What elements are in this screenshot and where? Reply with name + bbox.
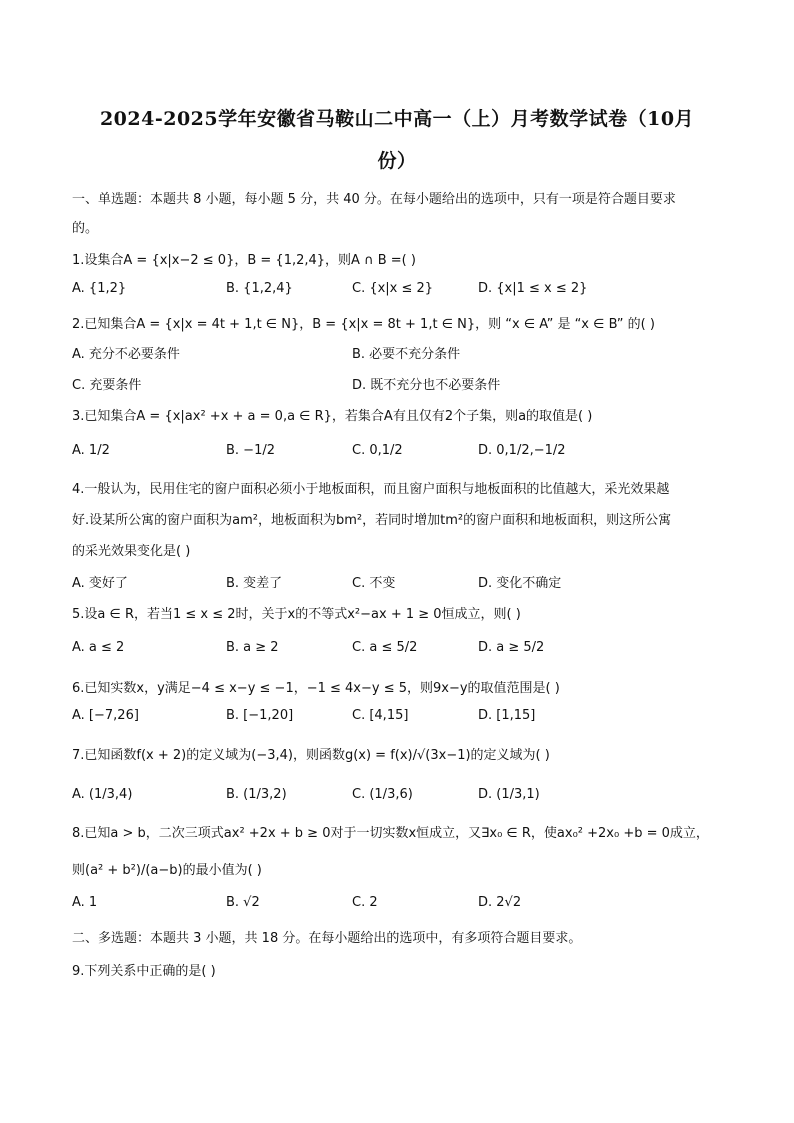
question-4-option-b: B. 变差了 bbox=[226, 576, 283, 591]
question-2-option-b: B. 必要不充分条件 bbox=[352, 347, 461, 362]
question-7-stem: 7.已知函数f(x + 2)的定义域为(−3,4)，则函数g(x) = f(x)/√(3x−1)的定义域为( ) bbox=[72, 748, 550, 763]
question-5-stem: 5.设a ∈ R，若当1 ≤ x ≤ 2时，关于x的不等式x²−ax + 1 ≥ 0恒成立，则( ) bbox=[72, 607, 521, 622]
question-3-option-a: A. 1/2 bbox=[72, 443, 110, 458]
question-6-option-a: A. [−7,26] bbox=[72, 708, 139, 723]
question-5-option-d: D. a ≥ 5/2 bbox=[478, 640, 545, 655]
question-1-option-c: C. {x|x ≤ 2} bbox=[352, 281, 434, 296]
question-3-stem: 3.已知集合A = {x|ax² +x + a = 0,a ∈ R}，若集合A有且仅有2个子集，则a的取值是( ) bbox=[72, 409, 593, 424]
question-4-stem-line1: 4.一般认为，民用住宅的窗户面积必须小于地板面积，而且窗户面积与地板面积的比值越大，采光效果越 bbox=[72, 482, 670, 497]
question-6-option-b: B. [−1,20] bbox=[226, 708, 294, 723]
question-2-stem: 2.已知集合A = {x|x = 4t + 1,t ∈ N}，B = {x|x = 8t + 1,t ∈ N}，则 “x ∈ A” 是 “x ∈ B” 的( ) bbox=[72, 317, 655, 332]
question-9-stem: 9.下列关系中正确的是( ) bbox=[72, 964, 216, 979]
question-2-option-c: C. 充要条件 bbox=[72, 378, 142, 393]
section1-header-line1: 一、单选题：本题共 8 小题，每小题 5 分，共 40 分。在每小题给出的选项中，只有一项是符合题目要求 bbox=[72, 192, 676, 207]
question-6-option-c: C. [4,15] bbox=[352, 708, 409, 723]
question-8-option-d: D. 2√2 bbox=[478, 895, 522, 910]
question-4-option-d: D. 变化不确定 bbox=[478, 576, 562, 591]
question-1-stem: 1.设集合A = {x|x−2 ≤ 0}，B = {1,2,4}，则A ∩ B =( ) bbox=[72, 253, 416, 268]
question-4-stem-line2: 好.设某所公寓的窗户面积为am²，地板面积为bm²，若同时增加tm²的窗户面积和地板面积，则这所公寓 bbox=[72, 513, 672, 528]
question-8-option-a: A. 1 bbox=[72, 895, 98, 910]
question-7-option-d: D. (1/3,1) bbox=[478, 787, 540, 802]
question-8-stem-line2: 则(a² + b²)/(a−b)的最小值为( ) bbox=[72, 863, 262, 878]
question-2-option-d: D. 既不充分也不必要条件 bbox=[352, 378, 501, 393]
question-7-option-a: A. (1/3,4) bbox=[72, 787, 133, 802]
question-2-option-a: A. 充分不必要条件 bbox=[72, 347, 180, 362]
question-5-option-c: C. a ≤ 5/2 bbox=[352, 640, 418, 655]
question-4-stem-line3: 的采光效果变化是( ) bbox=[72, 544, 191, 559]
question-6-option-d: D. [1,15] bbox=[478, 708, 536, 723]
question-3-option-d: D. 0,1/2,−1/2 bbox=[478, 443, 566, 458]
question-1-option-b: B. {1,2,4} bbox=[226, 281, 293, 296]
question-8-stem-line1: 8.已知a > b，二次三项式ax² +2x + b ≥ 0对于一切实数x恒成立，又∃x₀ ∈ R，使ax₀² +2x₀ +b = 0成立， bbox=[72, 826, 709, 841]
question-7-option-b: B. (1/3,2) bbox=[226, 787, 287, 802]
exam-title-line1: 2024-2025学年安徽省马鞍山二中高一（上）月考数学试卷（10月 bbox=[99, 108, 695, 130]
question-7-option-c: C. (1/3,6) bbox=[352, 787, 413, 802]
question-8-option-c: C. 2 bbox=[352, 895, 378, 910]
question-1-option-d: D. {x|1 ≤ x ≤ 2} bbox=[478, 281, 588, 296]
question-4-option-c: C. 不变 bbox=[352, 576, 396, 591]
question-5-option-b: B. a ≥ 2 bbox=[226, 640, 279, 655]
question-5-option-a: A. a ≤ 2 bbox=[72, 640, 125, 655]
section1-header-line2: 的。 bbox=[72, 221, 99, 236]
question-8-option-b: B. √2 bbox=[226, 895, 260, 910]
question-3-option-b: B. −1/2 bbox=[226, 443, 275, 458]
question-6-stem: 6.已知实数x，y满足−4 ≤ x−y ≤ −1，−1 ≤ 4x−y ≤ 5，则9x−y的取值范围是( ) bbox=[72, 681, 560, 696]
section2-header: 二、多选题：本题共 3 小题，共 18 分。在每小题给出的选项中，有多项符合题目要求。 bbox=[72, 931, 582, 946]
question-4-option-a: A. 变好了 bbox=[72, 576, 128, 591]
exam-title-line2: 份） bbox=[377, 150, 417, 172]
question-1-option-a: A. {1,2} bbox=[72, 281, 127, 296]
question-3-option-c: C. 0,1/2 bbox=[352, 443, 403, 458]
